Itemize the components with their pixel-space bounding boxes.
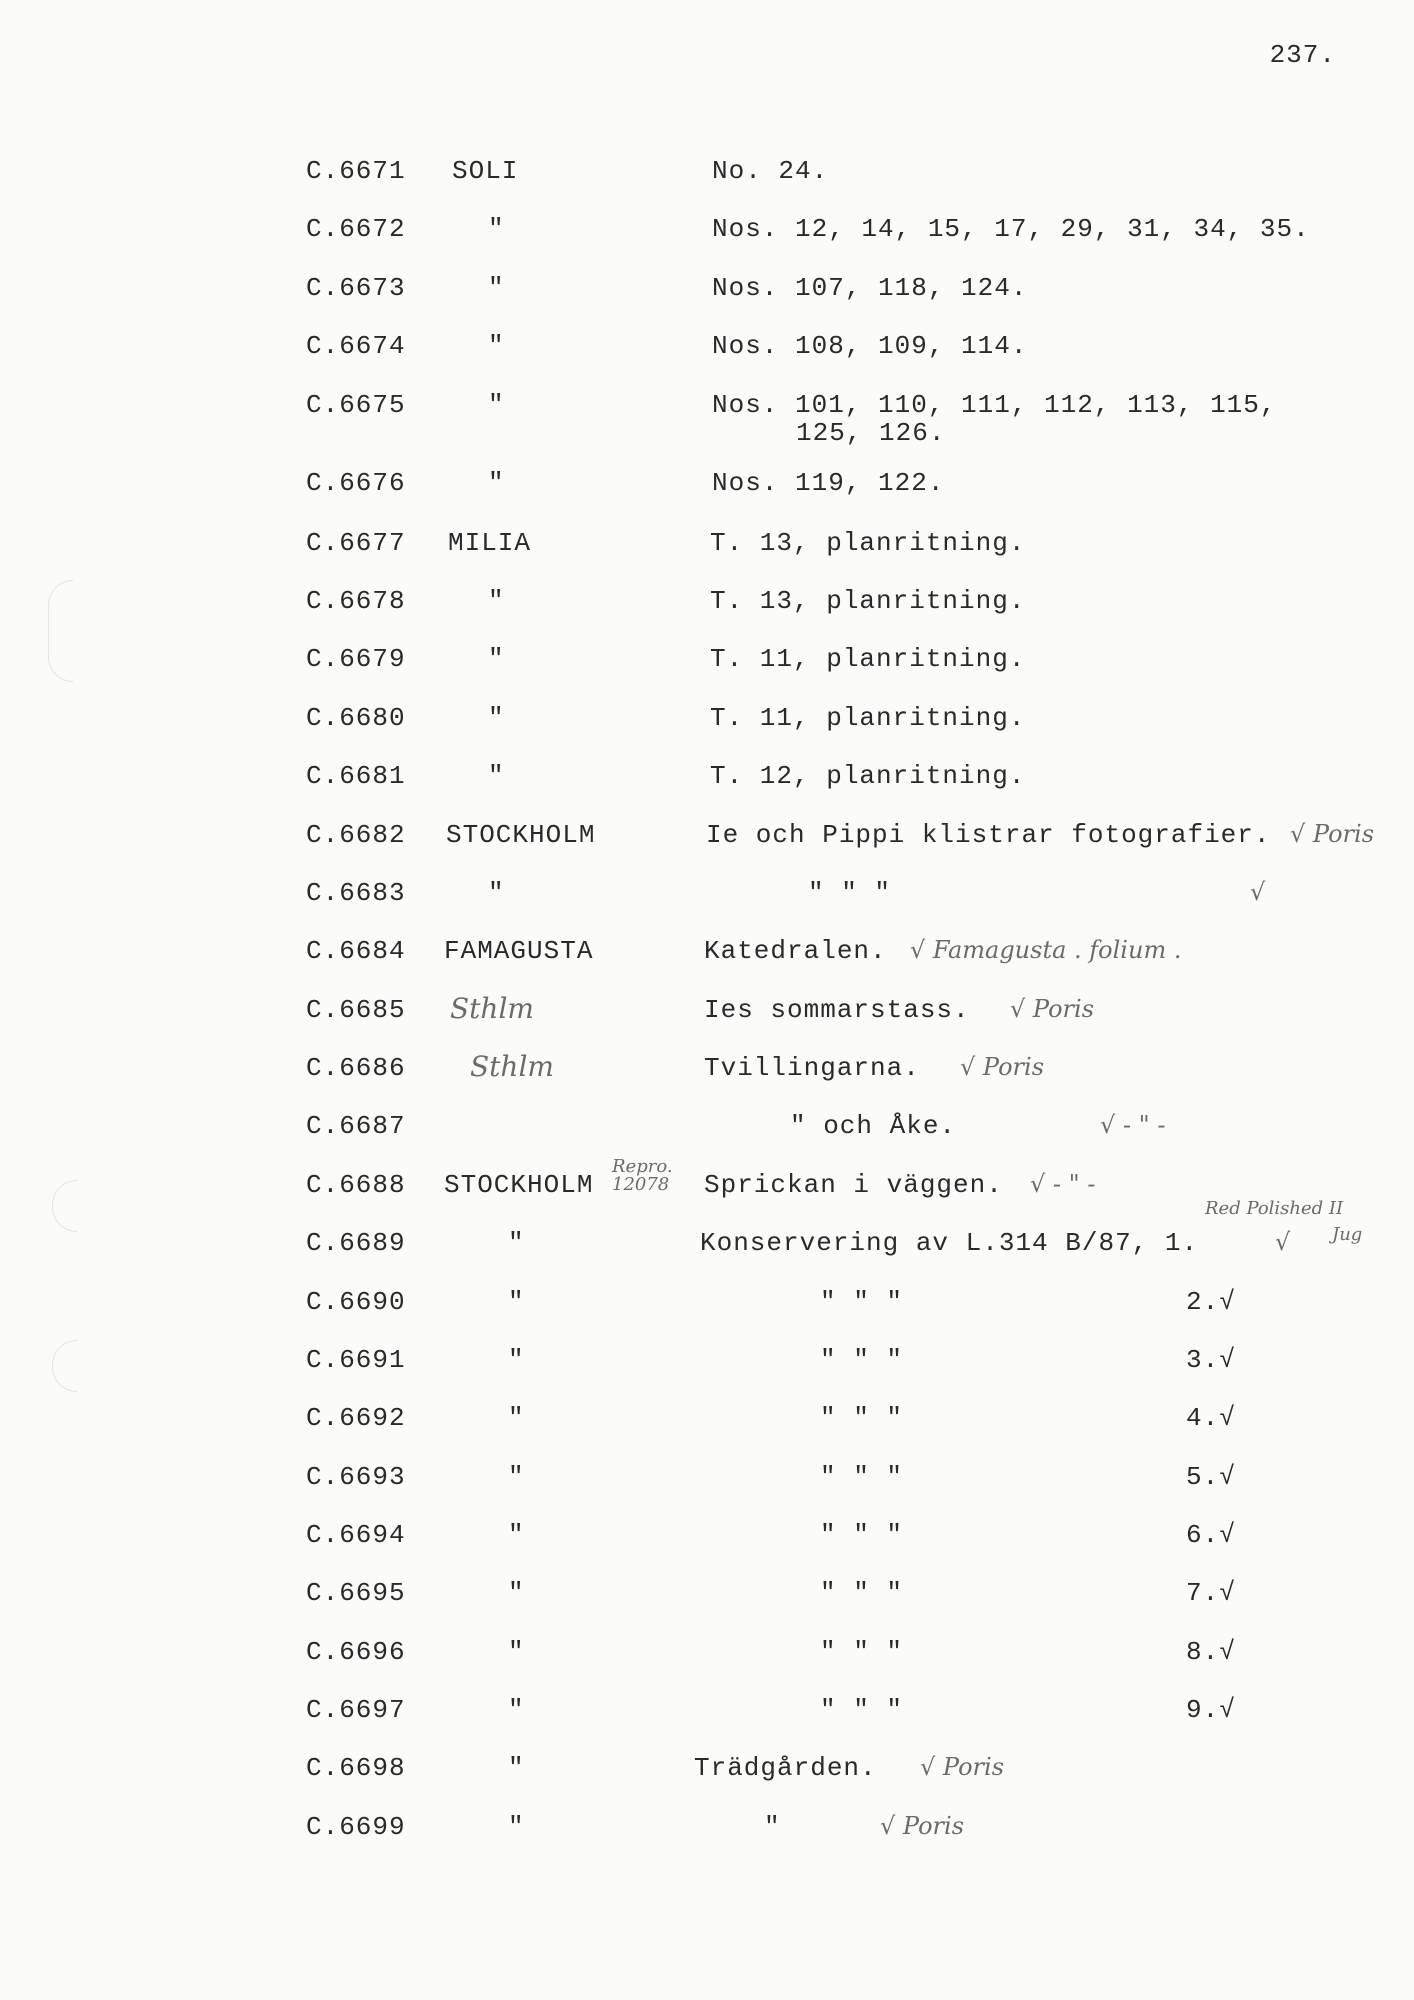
handwritten-note: √ - " - xyxy=(1030,1170,1096,1198)
place-name-handwritten: Sthlm xyxy=(470,1050,554,1083)
catalog-code: C.6682 xyxy=(306,820,406,850)
catalog-code: C.6698 xyxy=(306,1753,406,1783)
handwritten-note: √ - " - xyxy=(1100,1111,1166,1139)
ledger-row xyxy=(0,1050,1414,1095)
description: T. 13, planritning. xyxy=(710,528,1026,558)
description: Sprickan i väggen. xyxy=(704,1170,1003,1200)
catalog-code: C.6684 xyxy=(306,936,406,966)
place-name: FAMAGUSTA xyxy=(444,936,594,966)
handwritten-note: √ xyxy=(1250,878,1266,906)
place-name: MILIA xyxy=(448,528,532,558)
ledger-row xyxy=(0,938,1414,978)
catalog-code: C.6685 xyxy=(306,995,406,1025)
ledger-row xyxy=(0,1639,1414,1679)
place-name: " xyxy=(488,586,505,616)
description: " xyxy=(764,1812,781,1842)
ditto-marks: " " " xyxy=(820,1462,904,1492)
place-name: " xyxy=(508,1578,525,1608)
catalog-code: C.6693 xyxy=(306,1462,406,1492)
ditto-marks: " " " xyxy=(820,1287,904,1317)
catalog-code: C.6677 xyxy=(306,528,406,558)
handwritten-note: √ Famagusta . folium . xyxy=(910,936,1182,964)
ditto-marks: " " " xyxy=(820,1637,904,1667)
ledger-row xyxy=(0,822,1414,862)
catalog-code: C.6689 xyxy=(306,1228,406,1258)
handwritten-note: √ Poris xyxy=(960,1053,1045,1081)
description: T. 12, planritning. xyxy=(710,761,1026,791)
place-name: " xyxy=(508,1228,525,1258)
ledger-row xyxy=(0,470,1414,510)
catalog-code: C.6690 xyxy=(306,1287,406,1317)
description: Nos. 12, 14, 15, 17, 29, 31, 34, 35. xyxy=(712,214,1310,244)
description: Tvillingarna. xyxy=(704,1053,920,1083)
handwritten-note: √ Poris xyxy=(920,1753,1005,1781)
description: Ie och Pippi klistrar fotografier. xyxy=(706,820,1271,850)
place-name: " xyxy=(488,214,505,244)
ledger-row xyxy=(0,1755,1414,1795)
description: Nos. 101, 110, 111, 112, 113, 115, xyxy=(712,390,1277,420)
ditto-marks: " " " xyxy=(820,1403,904,1433)
sequence-number: 5.√ xyxy=(1186,1462,1236,1492)
description: Konservering av L.314 B/87, 1. xyxy=(700,1228,1199,1258)
place-name: " xyxy=(508,1403,525,1433)
place-name: " xyxy=(488,703,505,733)
place-name: " xyxy=(508,1812,525,1842)
ditto-marks: " " " xyxy=(820,1345,904,1375)
ledger-row xyxy=(0,530,1414,570)
catalog-code: C.6692 xyxy=(306,1403,406,1433)
ledger-row xyxy=(0,1289,1414,1329)
catalog-code: C.6671 xyxy=(306,156,406,186)
catalog-code: C.6675 xyxy=(306,390,406,420)
handwritten-note: √ Poris xyxy=(1290,820,1375,848)
ditto-marks: " " " xyxy=(820,1578,904,1608)
ledger-row xyxy=(0,1522,1414,1562)
catalog-code: C.6695 xyxy=(306,1578,406,1608)
description: " och Åke. xyxy=(790,1111,957,1141)
place-name: " xyxy=(488,390,505,420)
catalog-code: C.6688 xyxy=(306,1170,406,1200)
description: Ies sommarstass. xyxy=(704,995,970,1025)
ledger-row xyxy=(0,1464,1414,1504)
sequence-number: 8.√ xyxy=(1186,1637,1236,1667)
ditto-marks: " " " xyxy=(820,1695,904,1725)
ledger-row xyxy=(0,588,1414,628)
place-name: " xyxy=(508,1695,525,1725)
ledger-row xyxy=(0,216,1414,256)
place-name: " xyxy=(488,273,505,303)
catalog-code: C.6680 xyxy=(306,703,406,733)
handwritten-note-side: Jug xyxy=(1332,1224,1363,1245)
description: T. 11, planritning. xyxy=(710,644,1026,674)
description: Katedralen. xyxy=(704,936,887,966)
description: No. 24. xyxy=(712,156,829,186)
description: Nos. 108, 109, 114. xyxy=(712,331,1028,361)
catalog-code: C.6697 xyxy=(306,1695,406,1725)
ledger-row xyxy=(0,275,1414,315)
description: Nos. 119, 122. xyxy=(712,468,945,498)
description: " " " xyxy=(808,878,892,908)
catalog-code: C.6686 xyxy=(306,1053,406,1083)
ledger-row xyxy=(0,1580,1414,1620)
ditto-marks: " " " xyxy=(820,1520,904,1550)
place-name: STOCKHOLM xyxy=(446,820,596,850)
description: T. 13, planritning. xyxy=(710,586,1026,616)
sequence-number: 2.√ xyxy=(1186,1287,1236,1317)
catalog-code: C.6696 xyxy=(306,1637,406,1667)
catalog-code: C.6699 xyxy=(306,1812,406,1842)
handwritten-note: √ Poris xyxy=(1010,995,1095,1023)
ledger-row xyxy=(0,158,1414,198)
place-name: " xyxy=(488,331,505,361)
handwritten-note: √ Poris xyxy=(880,1812,965,1840)
place-name: " xyxy=(488,644,505,674)
sequence-number: 7.√ xyxy=(1186,1578,1236,1608)
description: Trädgården. xyxy=(694,1753,877,1783)
place-name: " xyxy=(508,1520,525,1550)
ledger-row xyxy=(0,705,1414,745)
ledger-row xyxy=(0,1347,1414,1387)
catalog-code: C.6678 xyxy=(306,586,406,616)
ledger-row xyxy=(0,880,1414,920)
ledger-row xyxy=(0,1113,1414,1153)
catalog-code: C.6674 xyxy=(306,331,406,361)
place-name: " xyxy=(508,1345,525,1375)
sequence-number: 6.√ xyxy=(1186,1520,1236,1550)
place-name: " xyxy=(508,1287,525,1317)
ledger-row xyxy=(0,1156,1414,1212)
ledger-row xyxy=(0,992,1414,1037)
ledger-row xyxy=(0,1697,1414,1737)
catalog-code: C.6679 xyxy=(306,644,406,674)
ledger-row xyxy=(0,390,1414,448)
ledger-row xyxy=(0,1814,1414,1854)
ledger-row xyxy=(0,333,1414,373)
ledger-row xyxy=(0,646,1414,686)
place-name: " xyxy=(488,878,505,908)
catalog-code: C.6672 xyxy=(306,214,406,244)
place-name: " xyxy=(508,1637,525,1667)
place-name: " xyxy=(488,468,505,498)
place-name: STOCKHOLM xyxy=(444,1170,594,1200)
description: T. 11, planritning. xyxy=(710,703,1026,733)
place-name: SOLI xyxy=(452,156,519,186)
place-name-handwritten: Sthlm xyxy=(450,992,534,1025)
repro-note: Repro. 12078 xyxy=(612,1156,673,1195)
place-name: " xyxy=(508,1462,525,1492)
catalog-code: C.6683 xyxy=(306,878,406,908)
ledger-row xyxy=(0,763,1414,803)
sequence-number: 9.√ xyxy=(1186,1695,1236,1725)
catalog-code: C.6676 xyxy=(306,468,406,498)
sequence-number: 4.√ xyxy=(1186,1403,1236,1433)
description: Nos. 107, 118, 124. xyxy=(712,273,1028,303)
description-continued: 125, 126. xyxy=(796,418,946,448)
catalog-code: C.6681 xyxy=(306,761,406,791)
ledger-row xyxy=(0,1198,1414,1270)
catalog-code: C.6694 xyxy=(306,1520,406,1550)
catalog-code: C.6673 xyxy=(306,273,406,303)
handwritten-note: √ xyxy=(1275,1228,1291,1256)
page-number: 237. xyxy=(1269,40,1336,70)
place-name: " xyxy=(488,761,505,791)
catalog-code: C.6691 xyxy=(306,1345,406,1375)
sequence-number: 3.√ xyxy=(1186,1345,1236,1375)
ledger-row xyxy=(0,1405,1414,1445)
handwritten-note-above: Red Polished II xyxy=(1205,1198,1344,1219)
catalog-code: C.6687 xyxy=(306,1111,406,1141)
place-name: " xyxy=(508,1753,525,1783)
